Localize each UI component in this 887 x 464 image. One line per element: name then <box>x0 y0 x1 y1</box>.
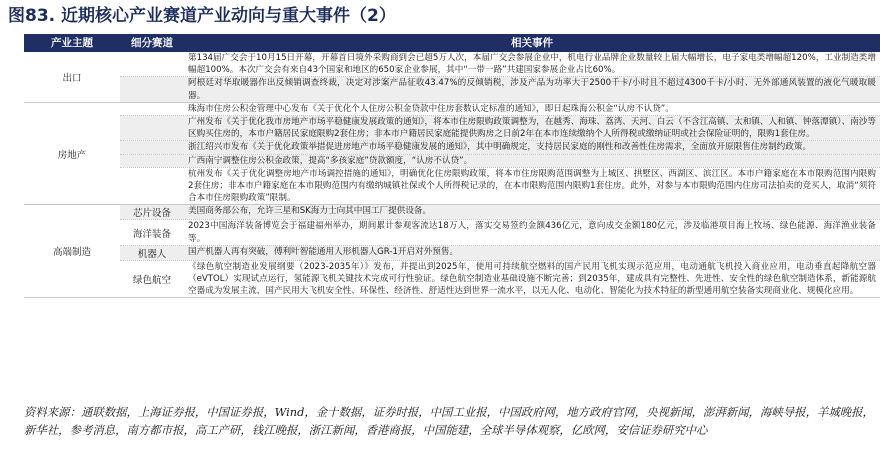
table-row <box>120 154 880 167</box>
event-cell: 阿根廷对华取暖器作出反倾销调查终裁，决定对涉案产品征收43.47%的反倾销税，涉及产品为功率大于2500千卡/小时且不超过4300千卡/小时、无外部通风装置的液化气暖取暖器。 <box>184 77 880 101</box>
event-cell: 广西南宁调整住房公积金政策，提高“多孩家庭”贷款额度，“认房不认贷”。 <box>184 155 880 167</box>
event-cell: 珠海市住房公积金管理中心发布《关于优化个人住房公积金贷款中住房套数认定标准的通知》，即日起珠海公积金“认房不认贷”。 <box>188 103 674 114</box>
event-cell: 2023中国海洋装备博览会于福建福州举办，期间累计参观客流达18万人，落实交易签约金额436亿元，意向成交金额180亿元，涉及临港项目海上牧场、绿色能源、海洋渔业装备等。 <box>188 221 876 244</box>
subtrack-cell <box>120 155 184 167</box>
header-subtrack: 细分赛道 <box>131 37 173 49</box>
table-row <box>120 115 880 140</box>
table-row <box>120 260 880 298</box>
table-row <box>120 103 880 115</box>
subtrack-cell <box>120 103 184 115</box>
group-export <box>24 52 880 103</box>
header-theme: 产业主题 <box>51 37 93 49</box>
theme-cell: 出口 <box>62 72 82 84</box>
group-real-estate <box>24 103 880 206</box>
event-cell: 国产机器人再有突破，傅利叶智能通用人形机器人GR-1开启对外预售。 <box>184 246 880 260</box>
figure-title: 图83. 近期核心产业赛道产业动向与重大事件（2） <box>8 6 396 26</box>
table-row <box>120 205 880 219</box>
table-row <box>120 52 880 76</box>
subtrack-cell <box>120 77 184 101</box>
table-row <box>120 219 880 244</box>
events-table <box>24 34 880 298</box>
table-row <box>120 245 880 260</box>
subtrack-cell: 机器人 <box>120 246 184 260</box>
event-cell: 杭州发布《关于优化调整房地产市场调控措施的通知》，明确优化住房限购政策，将本市住房限购范围调整为上城区、拱墅区、西湖区、滨江区。本市户籍家庭在本市限购范围内限购2套住房；非本市户籍家庭在本市限购范围内有缴纳城镇社保或个人所得税记录的，在本市限购范围内限购1套住房。此外，对参与本市限购范围内住房司法拍卖的竞买人，取消“须符合本市住房限购政策”限制。 <box>188 168 876 204</box>
table-row <box>120 167 880 205</box>
table-row <box>120 140 880 153</box>
theme-cell: 高端制造 <box>52 247 91 259</box>
group-high-end-manufacturing <box>24 205 880 298</box>
event-cell: 第134届广交会于10月15日开幕，开幕首日境外采购商到会已超5万人次，本届广交会参展企业中，机电行业品牌企业数量较上届大幅增长，电子家电类增幅超120%，工业制造类增幅超100%。本次广交会有来自43个国家和地区的650家企业参展，其中“一带一路”共建国家参展企业占比60%。 <box>188 53 876 76</box>
subtrack-cell <box>120 168 184 205</box>
event-cell: 浙江绍兴市发布《关于优化政策举措促进房地产市场平稳健康发展的通知》，其中明确规定，支持居民家庭的刚性和改善性住房需求，全面放开原限售住房制约政策。 <box>184 141 880 153</box>
table-row <box>120 76 880 101</box>
subtrack-cell <box>120 116 184 140</box>
subtrack-cell <box>120 52 184 76</box>
subtrack-cell: 芯片设备 <box>120 205 184 219</box>
event-cell: 广州发布《关于优化我市房地产市场平稳健康发展政策的通知》，将本市住房限购政策调整为，在越秀、海珠、荔湾、天河、白云（不含江高镇、太和镇、人和镇、钟落潭镇）、南沙等区购买住房的，本市户籍居民家庭限购2套住房；非本市户籍居民家庭能提供购房之日前2年在本市连续缴纳个人所得税或缴纳证明或社会保险证明的，限购1套住房。 <box>184 116 880 140</box>
theme-cell: 房地产 <box>57 149 87 161</box>
source-note: 资料来源：通联数据，上海证券报，中国证券报，Wind，金十数据，证券时报，中国工业报，中国政府网，地方政府官网，央视新闻，澎湃新闻，海峡导报，羊城晚报，新华社，参考消息，南方都市报，高工产研，钱江晚报，浙江新闻，香港商报，中国能建，全球半导体观察，亿欧网，安信证券研究中心 <box>24 405 874 437</box>
subtrack-cell: 海洋装备 <box>132 228 171 240</box>
subtrack-cell <box>120 141 184 153</box>
header-events: 相关事件 <box>511 37 553 49</box>
event-cell: 《绿色航空制造业发展纲要（2023-2035年）》发布，并提出到2025年，使用可持续航空燃料的国产民用飞机实现示范应用，电动通航飞机投入商业应用，电动垂直起降航空器（eVTOL）实现试点运行，氢能源飞机关键技术完成可行性验证。绿色航空制造业基础设施不断完善；到2035年，建成具有完整性、先进性、安全性的绿色航空制造体系，新能源航空器成为发展主流，国产民用大飞机安全性、环保性、经济性、舒适性达到世界一流水平，以无人化、电动化、智能化为技术特征的新型通用航空装备实现商业化、规模化应用。 <box>188 261 876 297</box>
event-cell: 美国商务部公布，允许三星和SK海力士向其中国工厂提供设备。 <box>184 205 880 219</box>
table-header <box>24 34 880 52</box>
subtrack-cell: 绿色航空 <box>132 275 171 287</box>
